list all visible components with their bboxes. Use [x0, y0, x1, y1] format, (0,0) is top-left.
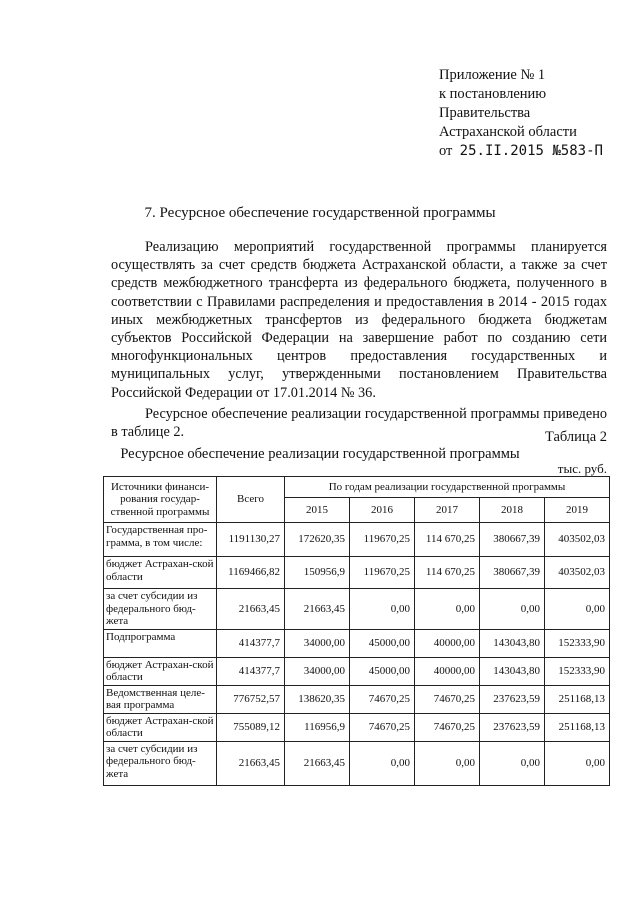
cell-year-value: 380667,39 [480, 523, 545, 557]
cell-source: Подпрограмма [104, 629, 217, 657]
cell-year-value: 119670,25 [350, 523, 415, 557]
cell-total: 414377,7 [217, 629, 285, 657]
table-row [104, 557, 610, 589]
cell-year-value: 34000,00 [285, 629, 350, 657]
cell-source: бюджет Астрахан-ской области [104, 657, 217, 685]
cell-year-value: 74670,25 [415, 713, 480, 741]
cell-total: 414377,7 [217, 657, 285, 685]
cell-year-value: 0,00 [545, 589, 610, 630]
cell-year-value: 143043,80 [480, 629, 545, 657]
cell-year-value: 0,00 [350, 741, 415, 785]
cell-year-value: 0,00 [415, 589, 480, 630]
cell-source: за счет субсидии из федерального бюд-жета [104, 589, 217, 630]
resource-table [103, 476, 610, 786]
cell-year-value: 21663,45 [285, 589, 350, 630]
cell-year-value: 251168,13 [545, 713, 610, 741]
cell-year-value: 150956,9 [285, 557, 350, 589]
paragraph: Реализацию мероприятий государственной программы планируется осуществлять за счет средств бюджета Астраханской области, а также за счет средств межбюджетного трансферта из федерального бюджета, полученного в соответствии с Правилами распределения и предоставления в 2014 - 2015 годах иных межбюджетных трансфертов из федерального бюджета бюджетам субъектов Российской Федерации на завершение работ по созданию сети многофункциональных центров предоставления государственных и муниципальных услуг, утвержденными постановлением Правительства Российской Федерации от 17.01.2014 № 36. [111, 239, 607, 401]
cell-year-value: 143043,80 [480, 657, 545, 685]
section-title: 7. Ресурсное обеспечение государственной программы [144, 205, 496, 221]
cell-year-value: 45000,00 [350, 629, 415, 657]
cell-year-value: 138620,35 [285, 685, 350, 713]
cell-total: 21663,45 [217, 741, 285, 785]
table-row [104, 713, 610, 741]
table-row [104, 685, 610, 713]
column-header-year: 2018 [480, 498, 545, 523]
cell-year-value: 403502,03 [545, 523, 610, 557]
column-header-total: Всего [217, 477, 285, 523]
table-title: Ресурсное обеспечение реализации государственной программы [120, 446, 520, 462]
cell-year-value: 119670,25 [350, 557, 415, 589]
cell-year-value: 0,00 [350, 589, 415, 630]
cell-year-value: 0,00 [545, 741, 610, 785]
cell-total: 755089,12 [217, 713, 285, 741]
cell-year-value: 74670,25 [350, 713, 415, 741]
cell-year-value: 0,00 [480, 589, 545, 630]
table-number: Таблица 2 [544, 429, 607, 445]
table-units: тыс. руб. [557, 461, 607, 476]
cell-year-value: 403502,03 [545, 557, 610, 589]
table-row [104, 523, 610, 557]
table-row [104, 629, 610, 657]
resolution-date: 25.II.2015 №583-П [459, 143, 603, 159]
cell-year-value: 0,00 [480, 741, 545, 785]
cell-source: бюджет Астрахан-ской области [104, 557, 217, 589]
appendix-line: Астраханской области [439, 124, 577, 140]
paragraph: Ресурсное обеспечение реализации государственной программы приведено в таблице 2. [111, 406, 607, 441]
cell-source: Ведомственная целе-вая программа [104, 685, 217, 713]
cell-year-value: 114 670,25 [415, 557, 480, 589]
cell-year-value: 380667,39 [480, 557, 545, 589]
cell-year-value: 40000,00 [415, 629, 480, 657]
cell-year-value: 45000,00 [350, 657, 415, 685]
cell-year-value: 237623,59 [480, 685, 545, 713]
cell-source: за счет субсидии из федерального бюд-жета [104, 741, 217, 785]
cell-year-value: 114 670,25 [415, 523, 480, 557]
date-prefix: от [439, 143, 453, 159]
cell-year-value: 152333,90 [545, 629, 610, 657]
table-row [104, 589, 610, 630]
cell-year-value: 21663,45 [285, 741, 350, 785]
cell-source: бюджет Астрахан-ской области [104, 713, 217, 741]
cell-total: 1169466,82 [217, 557, 285, 589]
cell-year-value: 116956,9 [285, 713, 350, 741]
cell-year-value: 34000,00 [285, 657, 350, 685]
cell-year-value: 74670,25 [415, 685, 480, 713]
column-header-year: 2015 [285, 498, 350, 523]
cell-year-value: 40000,00 [415, 657, 480, 685]
table-row [104, 657, 610, 685]
column-header-year: 2017 [415, 498, 480, 523]
column-header-source: Источники финанси-рования государ-ственной программы [104, 477, 217, 523]
cell-year-value: 251168,13 [545, 685, 610, 713]
column-header-year: 2019 [545, 498, 610, 523]
appendix-line: Правительства [439, 105, 531, 121]
appendix-line: Приложение № 1 [439, 67, 546, 83]
appendix-line: к постановлению [439, 86, 547, 102]
cell-year-value: 152333,90 [545, 657, 610, 685]
cell-total: 21663,45 [217, 589, 285, 630]
cell-source: Государственная про-грамма, в том числе: [104, 523, 217, 557]
cell-year-value: 172620,35 [285, 523, 350, 557]
cell-year-value: 74670,25 [350, 685, 415, 713]
cell-total: 1191130,27 [217, 523, 285, 557]
cell-total: 776752,57 [217, 685, 285, 713]
cell-year-value: 237623,59 [480, 713, 545, 741]
column-header-year: 2016 [350, 498, 415, 523]
resolution-date-line [439, 142, 603, 161]
appendix-block [439, 66, 603, 161]
cell-year-value: 0,00 [415, 741, 480, 785]
column-header-years-group: По годам реализации государственной программы [285, 477, 610, 498]
table-row [104, 741, 610, 785]
